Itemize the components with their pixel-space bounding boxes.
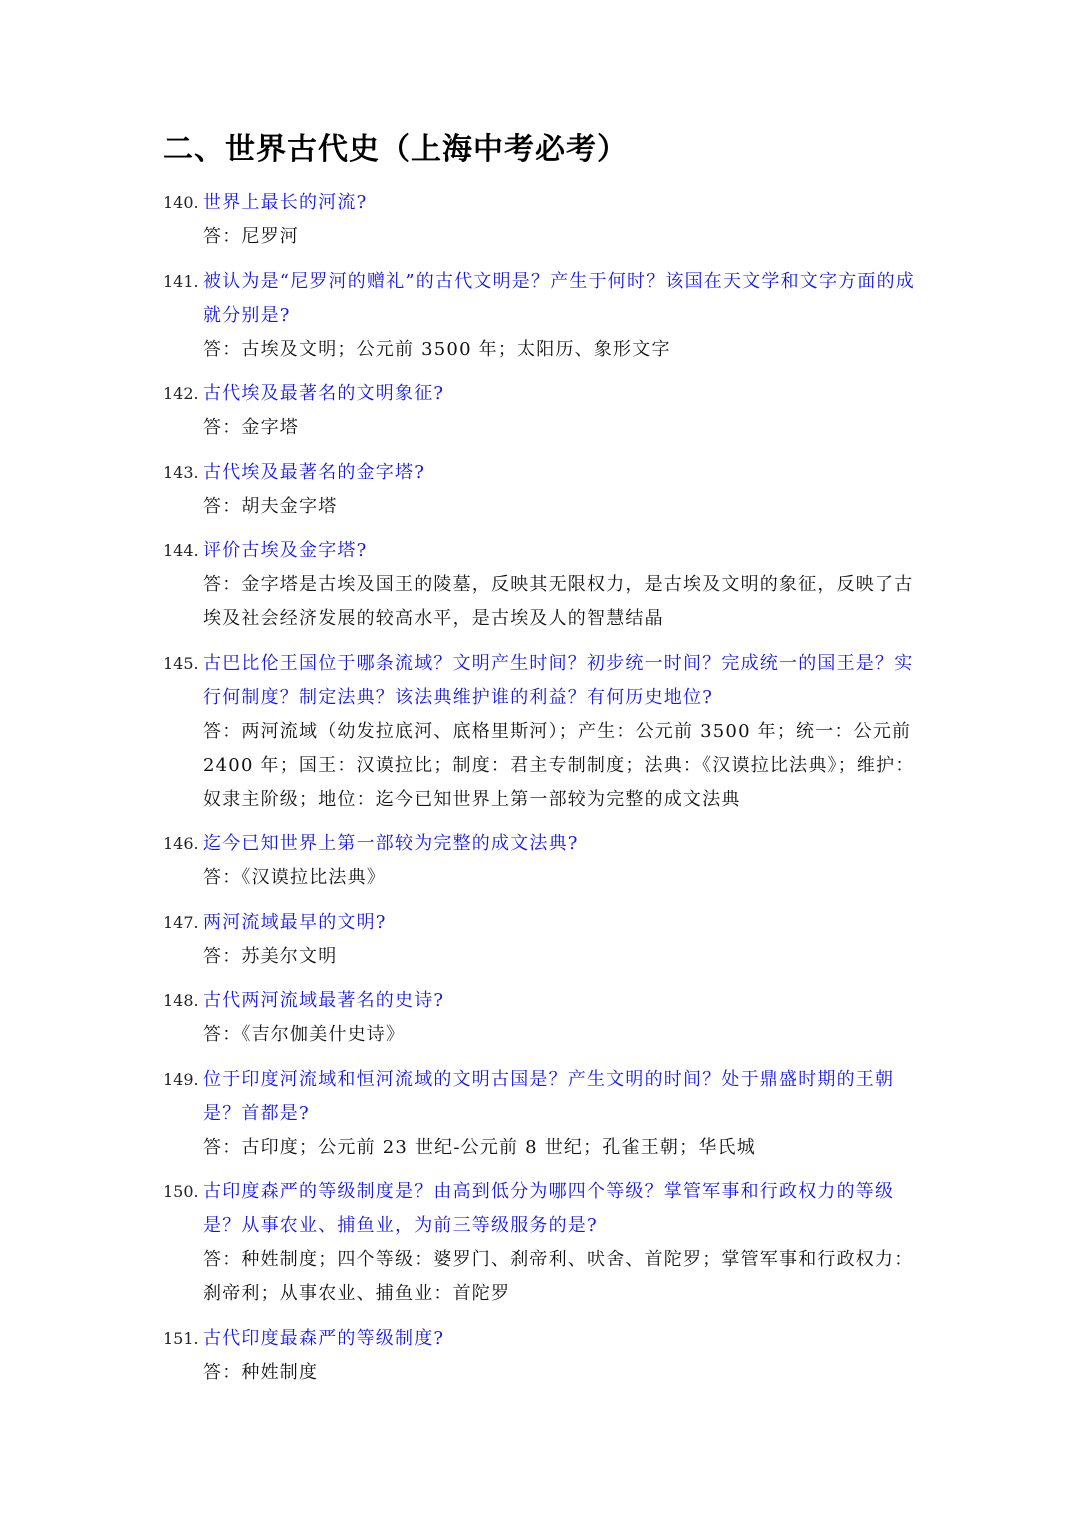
question-text: 位于印度河流域和恒河流域的文明古国是？产生文明的时间？处于鼎盛时期的王朝是？首都是? (203, 1068, 895, 1124)
question-text: 迄今已知世界上第一部较为完整的成文法典? (203, 833, 579, 854)
question-148 (163, 984, 923, 1018)
qa-item-148 (163, 984, 923, 1052)
question-number: 151. (163, 1328, 199, 1348)
question-150 (163, 1175, 923, 1243)
qa-list (163, 186, 923, 1400)
question-number: 145. (163, 653, 199, 673)
question-number: 146. (163, 834, 199, 853)
qa-item-146 (163, 827, 923, 895)
question-text: 古代印度最森严的等级制度? (203, 1327, 445, 1349)
answer-145: 答：两河流域（幼发拉底河、底格里斯河）；产生：公元前 3500 年；统一：公元前 2400 年；国王：汉谟拉比；制度：君主专制制度；法典：《汉谟拉比法典》；维护：奴隶主阶级；地位：迄今已知世界上第一部较为完整的成文法典 (203, 720, 915, 810)
question-147 (163, 906, 923, 940)
qa-item-147 (163, 906, 923, 974)
question-number: 149. (163, 1069, 199, 1089)
qa-item-144 (163, 534, 923, 636)
question-number: 147. (163, 912, 199, 932)
qa-item-140 (163, 186, 923, 254)
question-text: 古代埃及最著名的文明象征? (203, 383, 445, 404)
answer-150: 答：种姓制度；四个等级：婆罗门、刹帝利、吠舍、首陀罗；掌管军事和行政权力：刹帝利；从事农业、捕鱼业：首陀罗 (203, 1249, 914, 1304)
section-title: 二、世界古代史（上海中考必考） (163, 132, 628, 167)
question-number: 148. (163, 991, 199, 1010)
qa-item-143 (163, 456, 923, 524)
question-143 (163, 456, 923, 490)
answer-142: 答：金字塔 (203, 417, 299, 438)
question-140 (163, 186, 923, 220)
question-149 (163, 1063, 923, 1131)
question-number: 142. (163, 384, 199, 403)
question-text: 古巴比伦王国位于哪条流域？文明产生时间？初步统一时间？完成统一的国王是？实行何制度？制定法典？该法典维护谁的利益？有何历史地位? (203, 652, 914, 708)
question-145 (163, 647, 923, 715)
qa-item-145 (163, 647, 923, 817)
question-number: 150. (163, 1182, 199, 1201)
answer-143: 答：胡夫金字塔 (203, 495, 338, 517)
question-text: 被认为是“尼罗河的赠礼”的古代文明是？产生于何时？该国在天文学和文字方面的成就分别是? (203, 270, 916, 326)
question-number: 144. (163, 541, 199, 560)
answer-148: 答：《吉尔伽美什史诗》 (203, 1024, 406, 1045)
answer-144: 答：金字塔是古埃及国王的陵墓，反映其无限权力，是古埃及文明的象征，反映了古埃及社会经济发展的较高水平，是古埃及人的智慧结晶 (203, 574, 914, 629)
question-text: 古印度森严的等级制度是？由高到低分为哪四个等级？掌管军事和行政权力的等级是？从事农业、捕鱼业，为前三等级服务的是? (203, 1181, 895, 1236)
answer-149: 答：古印度；公元前 23 世纪-公元前 8 世纪；孔雀王朝；华氏城 (203, 1136, 756, 1158)
question-151 (163, 1322, 923, 1356)
answer-146: 答：《汉谟拉比法典》 (203, 867, 386, 888)
question-number: 143. (163, 462, 199, 482)
question-text: 古代埃及最著名的金字塔? (203, 461, 426, 483)
answer-140: 答：尼罗河 (203, 226, 299, 247)
question-text: 评价古埃及金字塔? (203, 540, 368, 561)
question-text: 古代两河流域最著名的史诗? (203, 990, 445, 1011)
question-141 (163, 265, 923, 333)
answer-151: 答：种姓制度 (203, 1361, 319, 1383)
qa-item-151 (163, 1322, 923, 1390)
answer-147: 答：苏美尔文明 (203, 945, 338, 967)
qa-item-150 (163, 1175, 923, 1311)
qa-item-141 (163, 265, 923, 367)
qa-item-149 (163, 1063, 923, 1165)
qa-item-142 (163, 377, 923, 445)
question-number: 140. (163, 193, 199, 212)
question-146 (163, 827, 923, 861)
question-142 (163, 377, 923, 411)
answer-141: 答：古埃及文明；公元前 3500 年；太阳历、象形文字 (203, 338, 671, 360)
question-144 (163, 534, 923, 568)
question-number: 141. (163, 271, 199, 291)
question-text: 世界上最长的河流? (203, 192, 368, 213)
question-text: 两河流域最早的文明? (203, 911, 387, 933)
